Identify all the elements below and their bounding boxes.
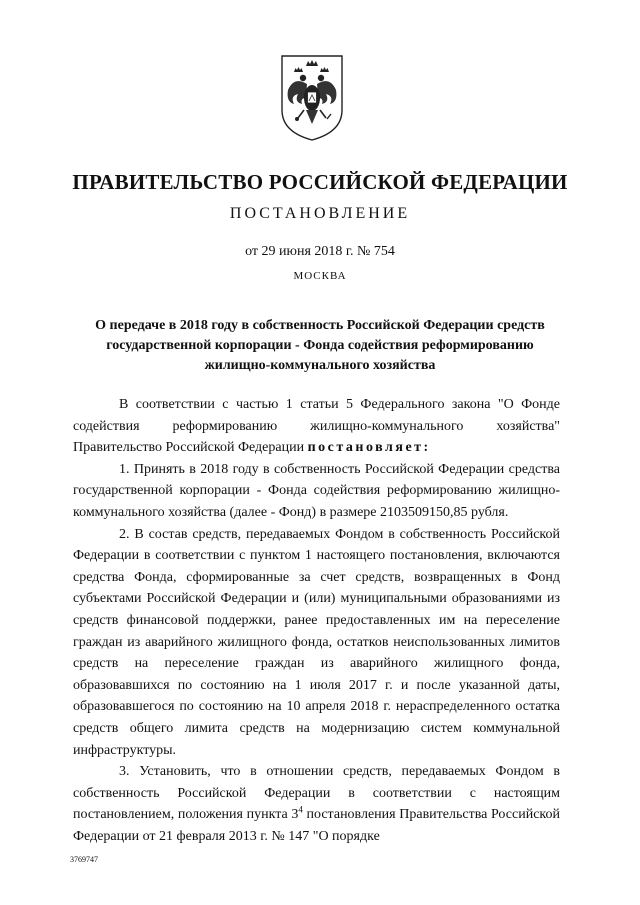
document-type: ПОСТАНОВЛЕНИЕ <box>229 205 411 222</box>
subject-line-3: жилищно-коммунального хозяйства <box>204 358 436 373</box>
document-subject <box>70 316 570 376</box>
item-3-text-start: 3. Установить, что в отношении средств, передаваемых Фондом в собственность Российской Федерации в соответствии с настоящим постановлением, положения пункта 3 <box>73 764 560 823</box>
item-3-superscript: 4 <box>298 804 303 815</box>
document-body <box>73 394 560 847</box>
item-3-paragraph <box>73 761 560 847</box>
subject-line-2: государственной корпорации - Фонда содействия реформированию <box>106 338 534 353</box>
document-city: МОСКВА <box>293 270 347 282</box>
decree-word: постановляет: <box>307 440 431 456</box>
coat-of-arms-emblem <box>276 52 348 142</box>
subject-line-1: О передаче в 2018 году в собственность Российской Федерации средств <box>95 318 545 333</box>
item-1-paragraph: 1. Принять в 2018 году в собственность Российской Федерации средства государственной корпорации - Фонда содействия реформированию жилищно-коммунального хозяйства (далее - Фонд) в размере 2103509150,85 рубля. <box>73 461 560 520</box>
item-3-text-end: постановления Правительства Российской Федерации от 21 февраля 2013 г. № 147 "О порядке <box>73 807 560 844</box>
intro-text: В соответствии с частью 1 статьи 5 Федерального закона "О Фонде содействия реформированию жилищно-коммунального хозяйства" Правительство Российской Федерации <box>73 397 560 456</box>
document-date-number: от 29 июня 2018 г. № 754 <box>245 244 395 259</box>
document-code: 3769747 <box>70 855 98 864</box>
government-title: ПРАВИТЕЛЬСТВО РОССИЙСКОЙ ФЕДЕРАЦИИ <box>72 170 568 194</box>
intro-paragraph <box>73 394 560 459</box>
item-2-paragraph: 2. В состав средств, передаваемых Фондом в собственность Российской Федерации в соответствии с пунктом 1 настоящего постановления, включаются средства Фонда, сформированные за счет средств, возвращенных в Фонд субъектами Российской Федерации и (или) муниципальными образованиями из средств финансовой поддержки, ранее предоставленных им на переселение граждан из аварийного жилищного фонда, остатков неиспользованных лимитов средств на переселение граждан из аварийного жилищного фонда, образовавшихся по состоянию на 1 июля 2017 г. и после указанной даты, образовавшегося по состоянию на 10 апреля 2018 г. нераспределенного остатка средств общего лимита средств на модернизацию систем коммунальной инфраструктуры. <box>73 526 560 758</box>
